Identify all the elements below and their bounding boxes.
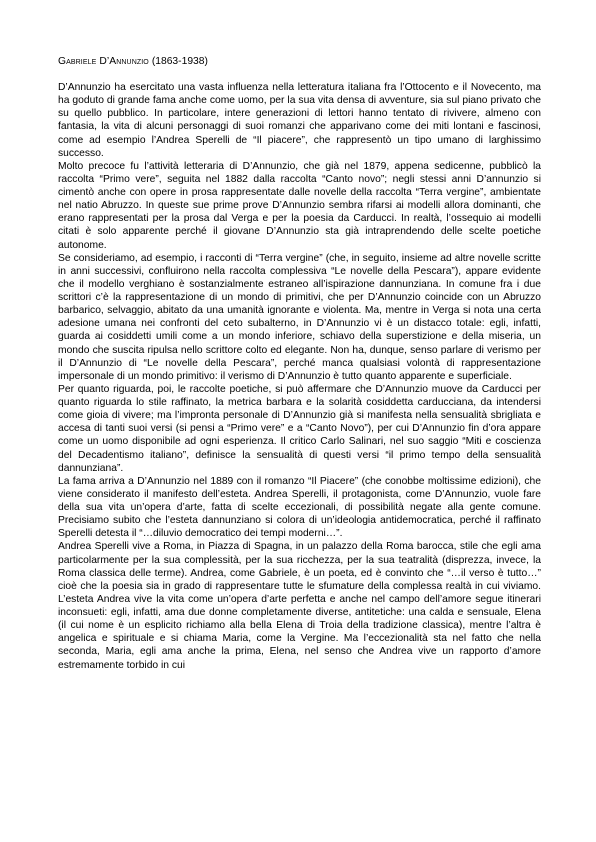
document-page — [58, 55, 541, 672]
paragraph-il-piacere: La fama arriva a D’Annunzio nel 1889 con il romanzo “Il Piacere” (che conobbe moltissime edizioni), che viene considerato il manifesto dell’esteta. Andrea Sperelli, il protagonista, come D’Annunzio, vuole fare della sua vita un’opera d’arte, fatta di scelte eccezionali, di possibilità negate alla gente comune. Precisiamo subito che l’esteta dannunziano si colora di un’ideologia antidemocratica, perché il raffinato Sperelli detesta il “…diluvio democratico dei tempi moderni…”. — [58, 475, 541, 540]
paragraph-terra-vergine: Se consideriamo, ad esempio, i racconti di “Terra vergine” (che, in seguito, insieme ad altre novelle scritte in anni successivi, confluirono nella raccolta complessiva “Le novelle della Pescara”), appare evidente che il modello verghiano è sostanzialmente estraneo all’ispirazione dannunziana. In comune fra i due scrittori c’è la rappresentazione di un mondo di primitivi, che per D’Annunzio coincide con un Abruzzo barbarico, selvaggio, abitato da una umanità ignorante e violenta. Ma, mentre in Verga si nota una certa adesione umana nei confronti del ceto subalterno, in D’Annunzio vi è un distacco totale: egli, infatti, guarda ai cosiddetti umili come a un mondo inferiore, schiavo della superstizione e della miseria, un mondo che suscita ripulsa nello scrittore colto ed elegante. Non ha, dunque, senso parlare di verismo per il D’Annunzio di “Le novelle della Pescara”, perché manca qualsiasi volontà di rappresentazione impersonale di un mondo primitivo: il verismo di D’Annunzio è tutto quanto apparente e superficiale. — [58, 252, 541, 382]
document-title — [58, 55, 541, 68]
author-dates: (1863-1938) — [151, 56, 208, 67]
paragraph-intro: D’Annunzio ha esercitato una vasta influenza nella letteratura italiana fra l’Ottocento e il Novecento, ma ha goduto di grande fama anche come uomo, per la sua vita densa di avventure, sia sul piano privato che su quello pubblico. In particolare, intere generazioni di lettori hanno tentato di rivivere, almeno con fantasia, la vita di alcuni personaggi di suoi romanzi che apparivano come dei miti lontani e fascinosi, come ad esempio l’Andrea Sperelli de “Il piacere”, che rappresentò un tipo umano di larghissimo successo. — [58, 82, 541, 159]
paragraph-poetry: Per quanto riguarda, poi, le raccolte poetiche, si può affermare che D’Annunzio muove da Carducci per quanto riguarda lo stile raffinato, la metrica barbara e la solarità cosiddetta carducciana, da intendersi come gioia di vivere; ma l’impronta personale di D’Annunzio già si manifesta nella sensualità sbrigliata e accesa di tanti suoi versi (si pensi a “Primo vere” e a “Canto Novo”), per cui D’Annunzio fin d’ora appare come un uomo disponibile ad ogni esperienza. Il critico Carlo Salinari, nel suo saggio “Miti e coscienza del Decadentismo italiano”, definisce la sensualità di questi versi “il primo tempo della sensualità dannunziana”. — [58, 383, 541, 474]
paragraph-andrea-sperelli: Andrea Sperelli vive a Roma, in Piazza di Spagna, in un palazzo della Roma barocca, stile che egli ama particolarmente per la sua complessità, per la sua ricchezza, per la sua teatralità (disprezza, invece, la Roma classica delle terme). Andrea, come Gabriele, è un poeta, ed è convinto che “…il verso è tutto…” cioè che la poesia sia in grado di rappresentare tutte le sfumature della complessa realtà in cui viviamo. L’esteta Andrea vive la vita come un’opera d’arte perfetta e anche nel campo dell’amore segue itinerari inconsueti: egli, infatti, ama due donne completamente diverse, antitetiche: una calda e sensuale, Elena (il cui nome è un esplicito richiamo alla bella Elena di Troia della tradizione classica), mentre l’altra è angelica e spirituale e si chiama Maria, come la Vergine. Ma l’eccezionalità sta nel fatto che nella seconda, Maria, egli ama anche la prima, Elena, nel senso che Andrea vive un rapporto d’amore estremamente torbido in cui — [58, 541, 541, 671]
author-name: Gabriele D’Annunzio — [58, 56, 149, 67]
paragraph-early-works: Molto precoce fu l’attività letteraria di D’Annunzio, che già nel 1879, appena sedicenne, pubblicò la raccolta “Primo vere”, seguita nel 1882 dalla raccolta “Canto novo”; negli stessi anni D’annunzio si cimentò anche con opere in prosa rappresentate dalle novelle della raccolta “Terra vergine”, ambientate nel natio Abruzzo. In queste sue prime prove D’Annunzio sembra rifarsi ai modelli allora dominanti, che erano rappresentati per la prosa dal Verga e per la poesia da Carducci. In realtà, l’ossequio ai modelli citati è solo apparente perché il giovane D’Annunzio sta già intraprendendo delle scelte poetiche autonome. — [58, 160, 541, 251]
